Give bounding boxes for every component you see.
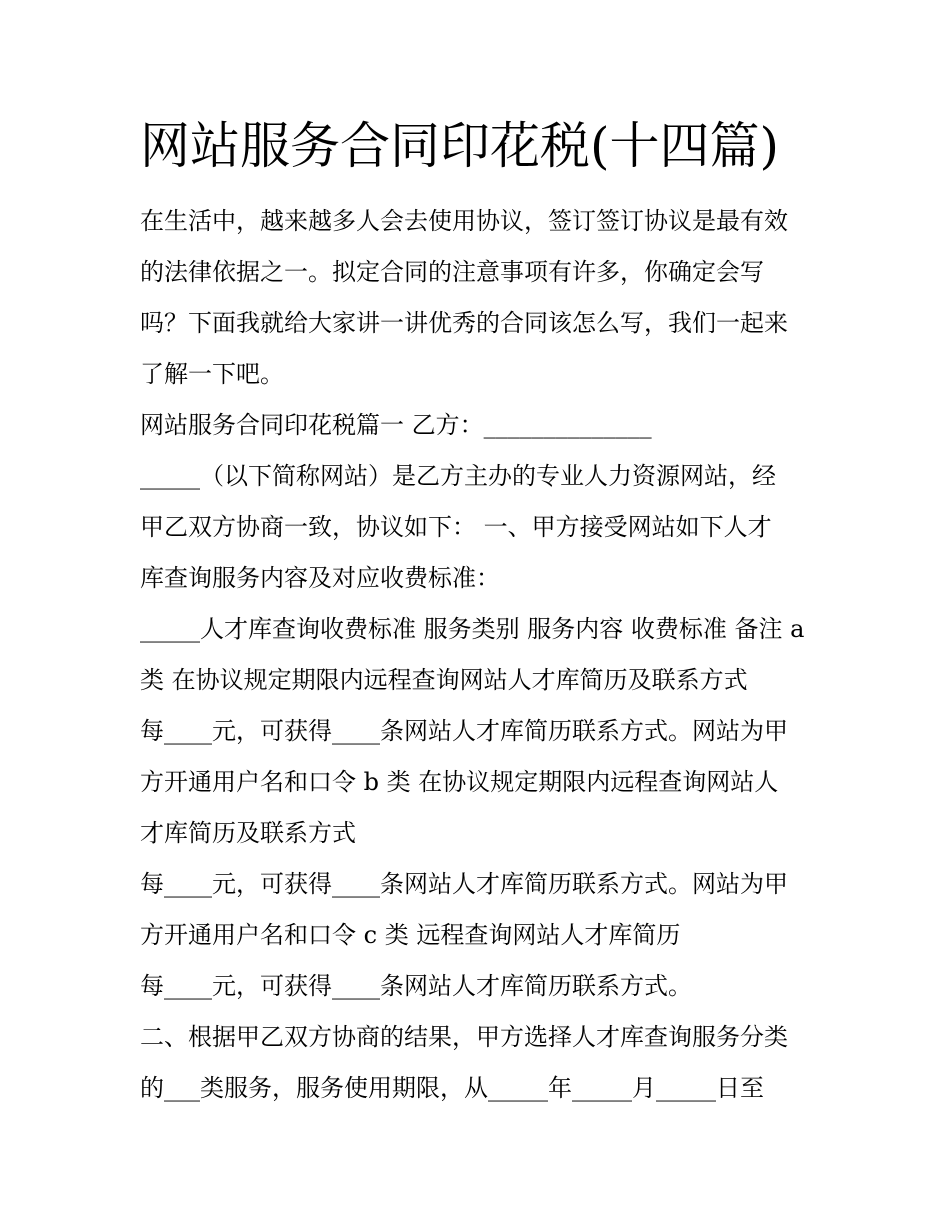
paragraph-line: 了解一下吧。 xyxy=(140,360,284,388)
paragraph-line: 方开通用户名和口令 c 类 远程查询网站人才库简历 xyxy=(140,921,681,949)
paragraph-line: 方开通用户名和口令 b 类 在协议规定期限内远程查询网站人 xyxy=(140,768,779,796)
paragraph-line: 吗？下面我就给大家讲一讲优秀的合同该怎么写，我们一起来 xyxy=(140,309,788,337)
page-title: 网站服务合同印花税(十四篇) xyxy=(140,117,780,175)
paragraph-line: 网站服务合同印花税篇一 乙方：______________ xyxy=(140,411,652,439)
paragraph-line: 的法律依据之一。拟定合同的注意事项有许多，你确定会写 xyxy=(140,258,764,286)
paragraph-line: 类 在协议规定期限内远程查询网站人才库简历及联系方式 xyxy=(140,666,748,694)
paragraph-line: _____人才库查询收费标准 服务类别 服务内容 收费标准 备注 a xyxy=(140,615,805,643)
paragraph-line: 二、根据甲乙双方协商的结果，甲方选择人才库查询服务分类 xyxy=(140,1023,788,1051)
paragraph-line: 每____元，可获得____条网站人才库简历联系方式。 xyxy=(140,972,692,1000)
paragraph-line: 的___类服务，服务使用期限，从_____年_____月_____日至 xyxy=(140,1074,764,1102)
paragraph-line: 每____元，可获得____条网站人才库简历联系方式。网站为甲 xyxy=(140,870,788,898)
paragraph-line: 每____元，可获得____条网站人才库简历联系方式。网站为甲 xyxy=(140,717,788,745)
paragraph-line: 在生活中，越来越多人会去使用协议，签订签订协议是最有效 xyxy=(140,207,788,235)
paragraph-line: 才库简历及联系方式 xyxy=(140,819,356,847)
paragraph-line: 甲乙双方协商一致，协议如下： 一、甲方接受网站如下人才 xyxy=(140,513,772,541)
paragraph-line: _____（以下简称网站）是乙方主办的专业人力资源网站，经 xyxy=(140,462,776,490)
paragraph-line: 库查询服务内容及对应收费标准： xyxy=(140,564,500,592)
